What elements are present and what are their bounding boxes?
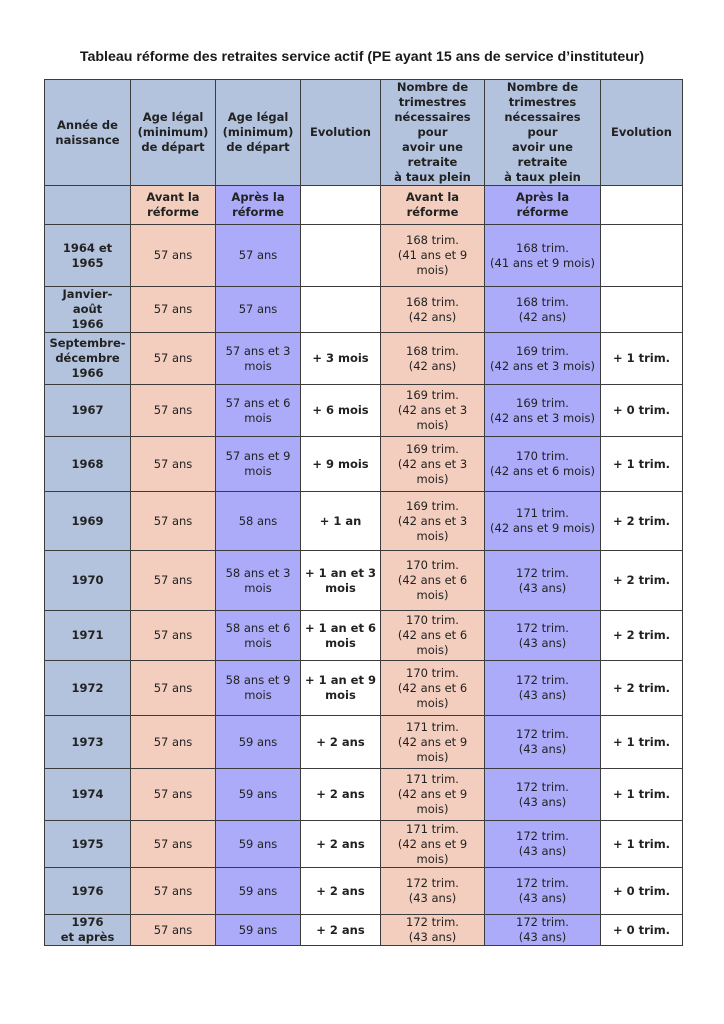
cell-text-line: 57 ans <box>153 456 193 471</box>
cell-text-line: Nombre de <box>396 80 469 94</box>
quarters-evolution-cell <box>601 492 683 551</box>
legal-age-after-cell <box>216 551 301 611</box>
cell-text-line: + 1 an <box>319 513 362 528</box>
cell-text-line: + 6 mois <box>312 403 369 417</box>
quarters-evolution-cell <box>601 611 683 661</box>
cell-text-line: avoir une retraite <box>402 140 463 169</box>
cell-text-line: 57 ans et 6 <box>225 395 291 410</box>
cell-text-line: + 1 an et 9 <box>305 673 376 687</box>
birth-year-cell <box>45 915 131 946</box>
age-evolution-cell <box>301 661 381 716</box>
cell-text-line: 57 ans <box>153 680 193 695</box>
cell-text-line: 171 trim. <box>406 772 459 786</box>
cell-text-line: 172 trim. <box>516 876 569 890</box>
quarters-before-cell <box>381 661 485 716</box>
quarters-after-cell <box>485 333 601 385</box>
table-row <box>45 287 683 333</box>
table-row <box>45 333 683 385</box>
birth-year-cell <box>45 716 131 769</box>
legal-age-before-cell <box>131 769 216 821</box>
quarters-after-cell <box>485 225 601 287</box>
quarters-evolution-cell <box>601 661 683 716</box>
cell-text-line: 168 trim. <box>516 240 569 255</box>
cell-text-line: + 1 trim. <box>612 456 671 471</box>
cell-text-line: 172 trim. <box>516 779 569 794</box>
cell-text-line: 57 ans <box>153 922 193 937</box>
birth-year-cell <box>45 868 131 915</box>
quarters-after-cell <box>485 551 601 611</box>
cell-text-line: + 2 trim. <box>612 513 671 528</box>
quarters-evolution-cell <box>601 915 683 946</box>
cell-text-line: Age légal <box>142 110 204 124</box>
cell-text-line: (43 ans) <box>518 930 567 944</box>
subheader-empty <box>301 186 381 225</box>
cell-text-line: mois <box>325 580 356 595</box>
cell-text-line: Avant la <box>146 190 200 204</box>
birth-year-cell <box>45 287 131 333</box>
cell-text-line: 172 trim. <box>516 565 569 580</box>
cell-text-line: Année de <box>57 117 118 132</box>
cell-text-line: 57 ans <box>153 351 193 365</box>
cell-text-line: mois <box>244 464 272 478</box>
table-row <box>45 661 683 716</box>
cell-text-line: 172 trim. <box>516 829 569 843</box>
legal-age-after-cell <box>216 333 301 385</box>
table-row <box>45 868 683 915</box>
age-evolution-cell <box>301 551 381 611</box>
quarters-evolution-cell <box>601 551 683 611</box>
cell-text-line: 1968 <box>71 456 104 471</box>
cell-text-line: (42 ans et 6 mois) <box>397 573 468 602</box>
legal-age-after-cell <box>216 611 301 661</box>
legal-age-before-cell <box>131 333 216 385</box>
subheader-before-reform <box>131 186 216 225</box>
age-evolution-cell <box>301 716 381 769</box>
cell-text-line: (42 ans et 3 mois) <box>490 358 595 373</box>
quarters-evolution-cell <box>601 716 683 769</box>
quarters-before-cell <box>381 437 485 492</box>
cell-text-line: 57 ans <box>153 734 193 749</box>
cell-text-line: (43 ans) <box>518 688 567 702</box>
cell-text-line: 168 trim. <box>516 294 569 309</box>
cell-text-line: réforme <box>232 205 284 219</box>
cell-text-line: (43 ans) <box>518 580 567 595</box>
subheader-before-reform <box>381 186 485 225</box>
legal-age-after-cell <box>216 492 301 551</box>
cell-text-line: + 2 ans <box>316 922 365 937</box>
cell-text-line: (42 ans et 9 mois) <box>490 521 595 535</box>
cell-text-line: mois <box>244 410 272 425</box>
cell-text-line: 169 trim. <box>516 395 569 410</box>
cell-text-line: 171 trim. <box>516 506 569 520</box>
birth-year-cell <box>45 821 131 868</box>
cell-text-line: Avant la <box>405 190 460 204</box>
cell-text-line: 172 trim. <box>406 915 459 929</box>
cell-text-line: (42 ans et 6 mois) <box>397 628 468 657</box>
cell-text-line: (43 ans) <box>408 930 457 944</box>
cell-text-line: 168 trim. <box>406 343 459 358</box>
quarters-evolution-cell <box>601 821 683 868</box>
cell-text-line: nécessaires pour <box>394 110 471 139</box>
header-quarters-after <box>485 80 601 186</box>
legal-age-after-cell <box>216 287 301 333</box>
cell-text-line: (42 ans et 3 mois) <box>397 513 468 543</box>
cell-text-line: 1974 <box>71 787 104 801</box>
cell-text-line: + 0 trim. <box>612 403 671 417</box>
cell-text-line: + 3 mois <box>312 351 369 365</box>
cell-text-line: (42 ans et 3 mois) <box>397 403 468 432</box>
legal-age-before-cell <box>131 915 216 946</box>
subheader-after-reform <box>485 186 601 225</box>
legal-age-after-cell <box>216 661 301 716</box>
quarters-before-cell <box>381 769 485 821</box>
table-row <box>45 821 683 868</box>
quarters-after-cell <box>485 437 601 492</box>
cell-text-line: 172 trim. <box>516 915 569 929</box>
cell-text-line: + 2 ans <box>316 836 365 851</box>
table-row <box>45 769 683 821</box>
legal-age-after-cell <box>216 769 301 821</box>
cell-text-line: 1976 <box>71 883 104 898</box>
cell-text-line: (42 ans et 6 mois) <box>397 680 468 710</box>
cell-text-line: 168 trim. <box>406 294 459 309</box>
cell-text-line: (41 ans et 9 mois) <box>490 255 595 270</box>
cell-text-line: (43 ans) <box>518 844 567 858</box>
cell-text-line: (minimum) <box>222 125 294 139</box>
cell-text-line: mois <box>244 580 272 595</box>
cell-text-line: Septembre- <box>49 336 126 350</box>
birth-year-cell <box>45 661 131 716</box>
cell-text-line: + 2 ans <box>316 734 365 749</box>
quarters-after-cell <box>485 385 601 437</box>
cell-text-line: (43 ans) <box>518 794 567 809</box>
quarters-evolution-cell <box>601 225 683 287</box>
quarters-before-cell <box>381 492 485 551</box>
cell-text-line: mois <box>325 688 356 702</box>
cell-text-line: 1969 <box>71 513 104 528</box>
cell-text-line: + 2 trim. <box>612 573 671 587</box>
legal-age-after-cell <box>216 385 301 437</box>
cell-text-line: 59 ans <box>238 922 278 937</box>
quarters-after-cell <box>485 868 601 915</box>
quarters-after-cell <box>485 661 601 716</box>
cell-text-line: (43 ans) <box>408 891 457 905</box>
cell-text-line: 58 ans et 3 <box>225 565 291 580</box>
cell-text-line: 59 ans <box>238 836 278 851</box>
cell-text-line: 1971 <box>71 628 104 642</box>
cell-text-line: avoir une retraite <box>512 140 573 169</box>
cell-text-line: 59 ans <box>238 883 278 898</box>
cell-text-line: 1976 <box>71 915 104 929</box>
cell-text-line: réforme <box>406 205 459 219</box>
quarters-before-cell <box>381 915 485 946</box>
legal-age-before-cell <box>131 225 216 287</box>
header-quarters-evolution <box>601 80 683 186</box>
cell-text-line: réforme <box>516 205 569 219</box>
legal-age-after-cell <box>216 225 301 287</box>
cell-text-line: 169 trim. <box>406 441 459 456</box>
age-evolution-cell <box>301 915 381 946</box>
quarters-after-cell <box>485 915 601 946</box>
cell-text-line: 57 ans <box>153 787 193 801</box>
cell-text-line: (minimum) <box>137 125 209 139</box>
quarters-evolution-cell <box>601 868 683 915</box>
cell-text-line: nécessaires pour <box>504 110 581 139</box>
cell-text-line: 169 trim. <box>406 388 459 402</box>
cell-text-line: trimestres <box>508 95 577 109</box>
header-quarters-before <box>381 80 485 186</box>
cell-text-line: 57 ans <box>238 248 278 262</box>
cell-text-line: à taux plein <box>394 170 471 184</box>
cell-text-line: (43 ans) <box>518 891 567 905</box>
quarters-evolution-cell <box>601 385 683 437</box>
cell-text-line: (43 ans) <box>518 635 567 650</box>
cell-text-line: + 2 ans <box>316 883 365 898</box>
cell-text-line: 57 ans <box>153 302 193 316</box>
quarters-after-cell <box>485 769 601 821</box>
legal-age-before-cell <box>131 437 216 492</box>
header-legal-age-before <box>131 80 216 186</box>
legal-age-before-cell <box>131 661 216 716</box>
legal-age-before-cell <box>131 551 216 611</box>
quarters-after-cell <box>485 492 601 551</box>
header-row <box>45 80 683 186</box>
legal-age-after-cell <box>216 915 301 946</box>
birth-year-cell <box>45 551 131 611</box>
cell-text-line: (42 ans) <box>408 358 457 373</box>
cell-text-line: + 2 trim. <box>612 628 671 642</box>
cell-text-line: décembre <box>55 351 120 365</box>
legal-age-before-cell <box>131 287 216 333</box>
cell-text-line: Age légal <box>227 110 289 124</box>
cell-text-line: 170 trim. <box>406 558 459 572</box>
subheader-row <box>45 186 683 225</box>
cell-text-line: 170 trim. <box>516 449 569 463</box>
page-title: Tableau réforme des retraites service actif (PE ayant 15 ans de service d’instituteur) <box>79 49 645 65</box>
legal-age-after-cell <box>216 821 301 868</box>
cell-text-line: (43 ans) <box>518 742 567 756</box>
age-evolution-cell <box>301 821 381 868</box>
cell-text-line: 1967 <box>71 403 104 417</box>
header-birth-year <box>45 80 131 186</box>
birth-year-cell <box>45 225 131 287</box>
cell-text-line: 58 ans et 6 <box>225 620 291 635</box>
cell-text-line: (42 ans et 9 mois) <box>397 836 468 866</box>
cell-text-line: de départ <box>226 140 290 154</box>
cell-text-line: et après <box>60 930 115 944</box>
legal-age-before-cell <box>131 385 216 437</box>
cell-text-line: 1964 et 1965 <box>62 240 113 270</box>
cell-text-line: mois <box>244 635 272 650</box>
quarters-before-cell <box>381 385 485 437</box>
quarters-evolution-cell <box>601 437 683 492</box>
table-row <box>45 492 683 551</box>
cell-text-line: 59 ans <box>238 734 278 749</box>
cell-text-line: 57 ans <box>153 403 193 417</box>
quarters-before-cell <box>381 551 485 611</box>
subheader-after-reform <box>216 186 301 225</box>
cell-text-line: mois <box>325 635 356 650</box>
cell-text-line: 57 ans <box>238 302 278 316</box>
birth-year-cell <box>45 333 131 385</box>
cell-text-line: + 2 trim. <box>612 680 671 695</box>
birth-year-cell <box>45 385 131 437</box>
table-row <box>45 915 683 946</box>
quarters-after-cell <box>485 611 601 661</box>
cell-text-line: 172 trim. <box>516 620 569 635</box>
cell-text-line: 171 trim. <box>406 719 459 734</box>
cell-text-line: 57 ans <box>153 513 193 528</box>
cell-text-line: (41 ans et 9 mois) <box>397 248 468 277</box>
cell-text-line: réforme <box>147 205 199 219</box>
cell-text-line: 58 ans et 9 <box>225 673 291 687</box>
legal-age-before-cell <box>131 611 216 661</box>
cell-text-line: (42 ans) <box>408 309 457 324</box>
cell-text-line: 57 ans <box>153 573 193 587</box>
cell-text-line: Evolution <box>310 125 371 139</box>
age-evolution-cell <box>301 287 381 333</box>
age-evolution-cell <box>301 385 381 437</box>
cell-text-line: 1970 <box>71 573 104 587</box>
cell-text-line: 57 ans <box>153 836 193 851</box>
table-row <box>45 611 683 661</box>
cell-text-line: mois <box>244 358 272 373</box>
quarters-after-cell <box>485 821 601 868</box>
cell-text-line: 172 trim. <box>406 876 459 890</box>
cell-text-line: 57 ans <box>153 248 193 262</box>
cell-text-line: 1973 <box>71 734 104 749</box>
cell-text-line: (42 ans et 9 mois) <box>397 787 468 816</box>
cell-text-line: + 1 trim. <box>612 836 671 851</box>
cell-text-line: (42 ans et 9 mois) <box>397 734 468 764</box>
legal-age-before-cell <box>131 716 216 769</box>
cell-text-line: + 1 an et 3 <box>305 565 376 580</box>
birth-year-cell <box>45 769 131 821</box>
cell-text-line: + 1 an et 6 <box>305 620 376 635</box>
cell-text-line: + 0 trim. <box>612 922 671 937</box>
cell-text-line: mois <box>244 688 272 702</box>
quarters-before-cell <box>381 716 485 769</box>
age-evolution-cell <box>301 769 381 821</box>
cell-text-line: de départ <box>141 140 205 154</box>
cell-text-line: + 9 mois <box>312 456 369 471</box>
cell-text-line: 172 trim. <box>516 727 569 741</box>
header-legal-age-after <box>216 80 301 186</box>
cell-text-line: Après la <box>515 190 570 204</box>
cell-text-line: 57 ans <box>153 883 193 898</box>
cell-text-line: + 1 trim. <box>612 351 671 365</box>
cell-text-line: (42 ans et 3 mois) <box>397 456 468 486</box>
birth-year-cell <box>45 492 131 551</box>
birth-year-cell <box>45 611 131 661</box>
age-evolution-cell <box>301 492 381 551</box>
birth-year-cell <box>45 437 131 492</box>
quarters-evolution-cell <box>601 287 683 333</box>
cell-text-line: Janvier-août <box>62 287 113 316</box>
cell-text-line: Après la <box>231 190 285 204</box>
cell-text-line: 172 trim. <box>516 673 569 687</box>
header-age-evolution <box>301 80 381 186</box>
quarters-before-cell <box>381 868 485 915</box>
age-evolution-cell <box>301 333 381 385</box>
age-evolution-cell <box>301 868 381 915</box>
subheader-empty <box>601 186 683 225</box>
cell-text-line: Nombre de <box>506 80 579 94</box>
quarters-before-cell <box>381 333 485 385</box>
quarters-before-cell <box>381 611 485 661</box>
cell-text-line: Evolution <box>611 125 672 139</box>
cell-text-line: 59 ans <box>238 787 278 801</box>
table-row <box>45 385 683 437</box>
cell-text-line: 1966 <box>71 317 104 331</box>
cell-text-line: 58 ans <box>238 513 278 528</box>
cell-text-line: 171 trim. <box>406 821 459 836</box>
quarters-after-cell <box>485 287 601 333</box>
table-row <box>45 225 683 287</box>
age-evolution-cell <box>301 225 381 287</box>
cell-text-line: 168 trim. <box>406 233 459 247</box>
cell-text-line: (42 ans et 6 mois) <box>490 464 595 478</box>
quarters-before-cell <box>381 821 485 868</box>
age-evolution-cell <box>301 437 381 492</box>
cell-text-line: trimestres <box>398 95 467 109</box>
cell-text-line: 169 trim. <box>516 343 569 358</box>
cell-text-line: 169 trim. <box>406 498 459 513</box>
quarters-before-cell <box>381 287 485 333</box>
cell-text-line: 1972 <box>71 680 104 695</box>
cell-text-line: (42 ans) <box>518 309 567 324</box>
legal-age-before-cell <box>131 868 216 915</box>
legal-age-before-cell <box>131 492 216 551</box>
cell-text-line: 1966 <box>71 366 104 380</box>
quarters-before-cell <box>381 225 485 287</box>
cell-text-line: 1975 <box>71 836 104 851</box>
cell-text-line: (42 ans et 3 mois) <box>490 410 595 425</box>
retirement-reform-table <box>44 79 683 946</box>
quarters-evolution-cell <box>601 333 683 385</box>
legal-age-after-cell <box>216 437 301 492</box>
cell-text-line: + 1 trim. <box>612 734 671 749</box>
cell-text-line: 57 ans <box>153 628 193 642</box>
table-row <box>45 551 683 611</box>
cell-text-line: 170 trim. <box>406 613 459 627</box>
table-row <box>45 437 683 492</box>
cell-text-line: 57 ans et 9 <box>225 449 291 463</box>
quarters-after-cell <box>485 716 601 769</box>
cell-text-line: à taux plein <box>504 170 581 184</box>
subheader-empty <box>45 186 131 225</box>
cell-text-line: 170 trim. <box>406 665 459 680</box>
cell-text-line: 57 ans et 3 <box>225 343 291 358</box>
cell-text-line: + 0 trim. <box>612 883 671 898</box>
cell-text-line: + 2 ans <box>316 787 365 801</box>
legal-age-before-cell <box>131 821 216 868</box>
quarters-evolution-cell <box>601 769 683 821</box>
legal-age-after-cell <box>216 716 301 769</box>
legal-age-after-cell <box>216 868 301 915</box>
table-row <box>45 716 683 769</box>
age-evolution-cell <box>301 611 381 661</box>
cell-text-line: + 1 trim. <box>612 787 671 801</box>
cell-text-line: naissance <box>55 132 120 147</box>
